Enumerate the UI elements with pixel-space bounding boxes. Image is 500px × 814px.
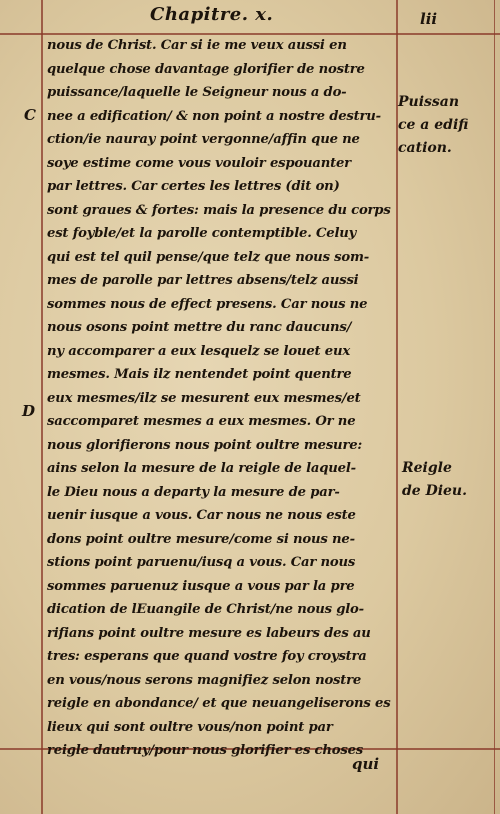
text-line: par lettres. Car certes les lettres (dit on) <box>47 179 340 194</box>
text-line: stions point paruenu/iusq a vous. Car nous <box>47 555 356 570</box>
text-line: ains selon la mesure de la reigle de laquel- <box>47 461 356 476</box>
left-margin-rule <box>41 0 43 814</box>
text-line: quelque chose davantage glorifier de nostre <box>47 61 365 77</box>
text-line: uenir iusque a vous. Car nous ne nous este <box>47 508 356 523</box>
text-line: nous de Christ. Car si ie me veux aussi en <box>47 38 347 53</box>
section-marker-d: D <box>22 402 36 420</box>
text-line: eux mesmes/ilz se mesurent eux mesmes/et <box>47 390 361 406</box>
text-line: nee a edification/ & non point a nostre destru- <box>47 108 381 124</box>
text-line: rifians point oultre mesure es labeurs des au <box>47 625 371 641</box>
margin-note-line: Reigle <box>402 460 452 476</box>
text-line: qui est tel quil pense/que telz que nous som- <box>47 249 370 265</box>
text-line: le Dieu nous a departy la mesure de par- <box>47 484 340 500</box>
text-line: mesmes. Mais ilz nentendet point quentre <box>47 367 352 382</box>
section-marker-c: C <box>24 106 36 124</box>
body-text <box>47 34 393 763</box>
text-line: nous glorifierons nous point oultre mesure: <box>47 437 363 453</box>
text-line: tres: esperans que quand vostre foy croystra <box>47 649 367 664</box>
text-line: dication de lEuangile de Christ/ne nous glo- <box>47 602 364 617</box>
margin-note-line: ce a edifi <box>398 117 469 133</box>
text-line: est foyble/et la parolle contemptible. Celuy <box>47 226 357 241</box>
margin-note-line: de Dieu. <box>402 483 467 499</box>
margin-note-puissance <box>398 91 494 160</box>
text-line: puissance/laquelle le Seigneur nous a do- <box>47 85 347 100</box>
text-line: soye estime come vous vouloir espouanter <box>47 155 351 171</box>
text-line: lieux qui sont oultre vous/non point par <box>47 719 333 735</box>
text-line: ny accomparer a eux lesquelz se louet eux <box>47 343 351 359</box>
text-line: sommes nous de effect presens. Car nous ne <box>47 296 368 312</box>
text-line: ction/ie nauray point vergonne/affin que ne <box>47 132 360 147</box>
text-line: reigle dautruy/pour nous glorifier es choses <box>47 743 364 758</box>
text-line: mes de parolle par lettres absens/telz aussi <box>47 273 359 288</box>
text-line: dons point oultre mesure/come si nous ne- <box>47 531 355 547</box>
text-line: reigle en abondance/ et que neuangeliserons es <box>47 696 391 711</box>
folio-number: lii <box>420 10 438 28</box>
margin-note-reigle <box>402 457 498 503</box>
outer-edge-rule <box>494 0 495 814</box>
margin-note-line: Puissan <box>398 94 460 110</box>
text-line: sommes paruenuz iusque a vous par la pre <box>47 578 355 594</box>
text-line: nous osons point mettre du ranc daucuns/ <box>47 320 352 335</box>
text-line: en vous/nous serons magnifiez selon nostre <box>47 672 362 688</box>
margin-note-line: cation. <box>398 140 452 156</box>
text-line: saccomparet mesmes a eux mesmes. Or ne <box>47 414 356 429</box>
running-head: Chapitre. x. <box>150 4 274 25</box>
catchword: qui <box>352 755 380 773</box>
text-line: sont graues & fortes: mais la presence du corps <box>47 202 391 218</box>
